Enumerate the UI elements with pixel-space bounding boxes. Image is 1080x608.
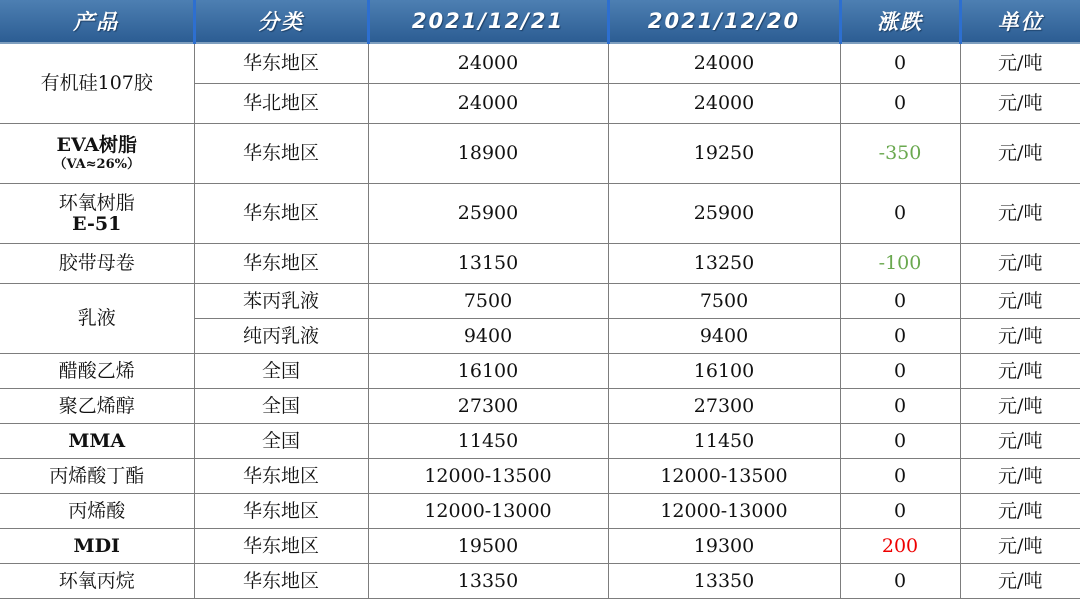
table-row <box>0 124 1080 184</box>
product-cell: 乳液 <box>0 284 194 354</box>
header-unit: 单位 <box>960 0 1080 43</box>
category-cell: 纯丙乳液 <box>194 319 368 354</box>
product-cell: 有机硅107胶 <box>0 43 194 124</box>
category-cell: 华北地区 <box>194 84 368 124</box>
unit-cell: 元/吨 <box>960 43 1080 84</box>
category-cell: 华东地区 <box>194 124 368 184</box>
header-change: 涨跌 <box>840 0 960 43</box>
table-row <box>0 354 1080 389</box>
price-prev-cell: 12000-13500 <box>608 459 840 494</box>
category-cell: 华东地区 <box>194 564 368 599</box>
price-today-cell: 7500 <box>368 284 608 319</box>
category-cell: 全国 <box>194 389 368 424</box>
header-product: 产品 <box>0 0 194 43</box>
price-today-cell: 24000 <box>368 43 608 84</box>
table-row <box>0 459 1080 494</box>
unit-cell: 元/吨 <box>960 389 1080 424</box>
price-today-cell: 9400 <box>368 319 608 354</box>
unit-cell: 元/吨 <box>960 284 1080 319</box>
price-prev-cell: 27300 <box>608 389 840 424</box>
change-cell: 0 <box>840 184 960 244</box>
product-name: 环氧树脂 <box>58 191 135 214</box>
price-prev-cell: 12000-13000 <box>608 494 840 529</box>
category-cell: 华东地区 <box>194 459 368 494</box>
change-cell: 0 <box>840 43 960 84</box>
price-today-cell: 24000 <box>368 84 608 124</box>
category-cell: 苯丙乳液 <box>194 284 368 319</box>
price-today-cell: 13150 <box>368 244 608 284</box>
table-row <box>0 244 1080 284</box>
price-today-cell: 27300 <box>368 389 608 424</box>
price-prev-cell: 13250 <box>608 244 840 284</box>
unit-cell: 元/吨 <box>960 424 1080 459</box>
price-prev-cell: 24000 <box>608 43 840 84</box>
product-cell: 丙烯酸 <box>0 494 194 529</box>
product-cell <box>0 184 194 244</box>
product-cell: MDI <box>0 529 194 564</box>
change-cell: 0 <box>840 389 960 424</box>
price-prev-cell: 13350 <box>608 564 840 599</box>
table-header <box>0 0 1080 43</box>
price-today-cell: 16100 <box>368 354 608 389</box>
unit-cell: 元/吨 <box>960 124 1080 184</box>
change-cell: 0 <box>840 84 960 124</box>
unit-cell: 元/吨 <box>960 564 1080 599</box>
product-name: EVA树脂 <box>56 133 137 156</box>
table-row <box>0 424 1080 459</box>
price-prev-cell: 24000 <box>608 84 840 124</box>
table-row <box>0 529 1080 564</box>
change-cell: 200 <box>840 529 960 564</box>
change-cell: 0 <box>840 284 960 319</box>
unit-cell: 元/吨 <box>960 529 1080 564</box>
table-row <box>0 564 1080 599</box>
table-row <box>0 389 1080 424</box>
price-prev-cell: 11450 <box>608 424 840 459</box>
price-prev-cell: 7500 <box>608 284 840 319</box>
change-cell: 0 <box>840 319 960 354</box>
change-cell: 0 <box>840 564 960 599</box>
category-cell: 华东地区 <box>194 184 368 244</box>
product-cell: MMA <box>0 424 194 459</box>
price-today-cell: 13350 <box>368 564 608 599</box>
product-cell: 丙烯酸丁酯 <box>0 459 194 494</box>
change-cell: -350 <box>840 124 960 184</box>
product-cell: 聚乙烯醇 <box>0 389 194 424</box>
table-row <box>0 494 1080 529</box>
price-today-cell: 12000-13000 <box>368 494 608 529</box>
product-note: （VA≈26%） <box>53 156 140 172</box>
product-cell: 胶带母卷 <box>0 244 194 284</box>
category-cell: 全国 <box>194 424 368 459</box>
category-cell: 华东地区 <box>194 494 368 529</box>
unit-cell: 元/吨 <box>960 244 1080 284</box>
category-cell: 华东地区 <box>194 244 368 284</box>
category-cell: 全国 <box>194 354 368 389</box>
table-row <box>0 43 1080 84</box>
product-cell: 环氧丙烷 <box>0 564 194 599</box>
header-date1: 2021/12/21 <box>368 0 608 43</box>
price-today-cell: 12000-13500 <box>368 459 608 494</box>
table-row <box>0 184 1080 244</box>
price-prev-cell: 16100 <box>608 354 840 389</box>
header-date2: 2021/12/20 <box>608 0 840 43</box>
unit-cell: 元/吨 <box>960 354 1080 389</box>
price-prev-cell: 19250 <box>608 124 840 184</box>
category-cell: 华东地区 <box>194 529 368 564</box>
product-cell: 醋酸乙烯 <box>0 354 194 389</box>
unit-cell: 元/吨 <box>960 184 1080 244</box>
price-prev-cell: 25900 <box>608 184 840 244</box>
change-cell: 0 <box>840 459 960 494</box>
unit-cell: 元/吨 <box>960 459 1080 494</box>
unit-cell: 元/吨 <box>960 319 1080 354</box>
price-prev-cell: 9400 <box>608 319 840 354</box>
unit-cell: 元/吨 <box>960 494 1080 529</box>
table-row <box>0 284 1080 319</box>
product-cell <box>0 124 194 184</box>
category-cell: 华东地区 <box>194 43 368 84</box>
unit-cell: 元/吨 <box>960 84 1080 124</box>
change-cell: 0 <box>840 494 960 529</box>
change-cell: 0 <box>840 424 960 459</box>
product-grade: E-51 <box>72 212 122 235</box>
price-today-cell: 11450 <box>368 424 608 459</box>
price-prev-cell: 19300 <box>608 529 840 564</box>
price-today-cell: 18900 <box>368 124 608 184</box>
change-cell: -100 <box>840 244 960 284</box>
change-cell: 0 <box>840 354 960 389</box>
header-category: 分类 <box>194 0 368 43</box>
price-today-cell: 19500 <box>368 529 608 564</box>
price-today-cell: 25900 <box>368 184 608 244</box>
